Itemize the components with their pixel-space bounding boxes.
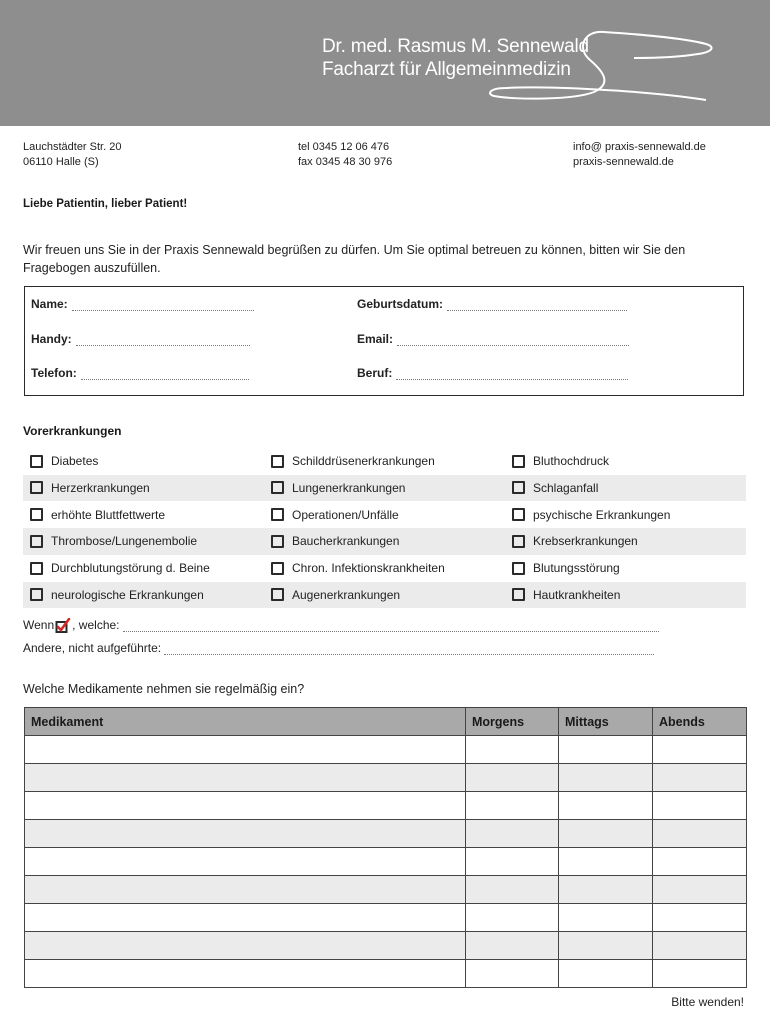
condition-checkbox[interactable]: [271, 535, 284, 548]
occupation-field[interactable]: [357, 366, 628, 380]
condition-label: Schilddrüsenerkrankungen: [292, 454, 435, 469]
noon-dose-cell[interactable]: [559, 792, 653, 820]
morning-dose-cell[interactable]: [466, 764, 559, 792]
other-conditions-line[interactable]: [23, 641, 654, 655]
condition-item[interactable]: [512, 448, 609, 475]
phone-input-line[interactable]: [81, 368, 249, 380]
birthdate-input-line[interactable]: [447, 299, 627, 311]
morning-dose-cell[interactable]: [466, 904, 559, 932]
noon-dose-cell[interactable]: [559, 904, 653, 932]
medication-row: [25, 876, 747, 904]
web-block: [573, 140, 706, 170]
condition-checkbox[interactable]: [30, 455, 43, 468]
email-field[interactable]: [357, 332, 629, 346]
medication-row: [25, 820, 747, 848]
occupation-input-line[interactable]: [396, 368, 628, 380]
noon-dose-cell[interactable]: [559, 876, 653, 904]
condition-item[interactable]: [30, 555, 210, 582]
condition-item[interactable]: [30, 475, 150, 502]
condition-item[interactable]: [512, 528, 638, 555]
condition-label: Herzerkrankungen: [51, 480, 150, 495]
morning-dose-cell[interactable]: [466, 876, 559, 904]
email-input-line[interactable]: [397, 334, 629, 346]
morning-dose-cell[interactable]: [466, 848, 559, 876]
if-checked-input-line[interactable]: [123, 621, 659, 632]
name-label: Name:: [31, 297, 68, 311]
condition-label: Operationen/Unfälle: [292, 507, 399, 522]
email-address: info@ praxis-sennewald.de: [573, 141, 706, 153]
medication-row: [25, 736, 747, 764]
condition-label: Chron. Infektionskrankheiten: [292, 561, 445, 576]
morning-dose-cell[interactable]: [466, 932, 559, 960]
condition-label: Blutungsstörung: [533, 561, 620, 576]
medication-row: [25, 960, 747, 988]
website-address: praxis-sennewald.de: [573, 156, 674, 168]
if-checked-line[interactable]: [23, 616, 659, 632]
medication-row: [25, 904, 747, 932]
medications-table: [24, 707, 747, 988]
phone-block: [298, 140, 392, 170]
morning-dose-cell[interactable]: [466, 960, 559, 988]
if-checked-suffix: , welche:: [72, 618, 120, 632]
medication-row: [25, 932, 747, 960]
evening-dose-cell[interactable]: [653, 764, 747, 792]
medication-cell[interactable]: [25, 792, 466, 820]
condition-label: Hautkrankheiten: [533, 587, 621, 602]
condition-item[interactable]: [271, 475, 405, 502]
email-label: Email:: [357, 332, 394, 346]
condition-label: Krebserkrankungen: [533, 534, 638, 549]
condition-checkbox[interactable]: [30, 508, 43, 521]
condition-checkbox[interactable]: [512, 508, 525, 521]
column-header-morning: Morgens: [466, 708, 559, 736]
fax-number: fax 0345 48 30 976: [298, 156, 393, 168]
condition-item[interactable]: [30, 582, 204, 609]
condition-item[interactable]: [512, 501, 670, 528]
condition-item[interactable]: [512, 582, 620, 609]
medication-cell[interactable]: [25, 736, 466, 764]
medication-cell[interactable]: [25, 876, 466, 904]
conditions-title: Vorerkrankungen: [23, 424, 122, 438]
condition-checkbox[interactable]: [30, 588, 43, 601]
name-input-line[interactable]: [72, 299, 254, 311]
condition-item[interactable]: [30, 501, 165, 528]
condition-checkbox[interactable]: [30, 535, 43, 548]
evening-dose-cell[interactable]: [653, 904, 747, 932]
intro-text: Wir freuen uns Sie in der Praxis Sennewald begrüßen zu dürfen. Um Sie optimal betreuen zu können, bitten wir Sie den Fragebogen auszufüllen.: [23, 243, 686, 275]
condition-row: [23, 555, 746, 582]
medication-cell[interactable]: [25, 932, 466, 960]
phone-field[interactable]: [31, 366, 249, 380]
condition-label: Lungenerkrankungen: [292, 480, 406, 495]
condition-label: Diabetes: [51, 454, 99, 469]
condition-item[interactable]: [271, 528, 399, 555]
evening-dose-cell[interactable]: [653, 876, 747, 904]
morning-dose-cell[interactable]: [466, 736, 559, 764]
condition-checkbox[interactable]: [271, 508, 284, 521]
birthdate-label: Geburtsdatum:: [357, 297, 444, 311]
noon-dose-cell[interactable]: [559, 820, 653, 848]
condition-label: Thrombose/Lungenembolie: [51, 534, 198, 549]
condition-checkbox[interactable]: [512, 588, 525, 601]
condition-checkbox[interactable]: [271, 588, 284, 601]
medication-cell[interactable]: [25, 820, 466, 848]
column-header-noon: Mittags: [559, 708, 653, 736]
name-field[interactable]: [31, 297, 254, 311]
morning-dose-cell[interactable]: [466, 792, 559, 820]
condition-label: Schlaganfall: [533, 480, 599, 495]
other-conditions-label: Andere, nicht aufgeführte:: [23, 641, 162, 655]
condition-item[interactable]: [30, 448, 98, 475]
condition-checkbox[interactable]: [271, 481, 284, 494]
other-conditions-input-line[interactable]: [164, 644, 654, 655]
medication-row: [25, 848, 747, 876]
condition-label: erhöhte Bluttfettwerte: [51, 507, 166, 522]
condition-checkbox[interactable]: [512, 481, 525, 494]
medication-row: [25, 792, 747, 820]
address-block: [23, 140, 121, 170]
noon-dose-cell[interactable]: [559, 848, 653, 876]
noon-dose-cell[interactable]: [559, 764, 653, 792]
condition-label: Durchblutungstörung d. Beine: [51, 561, 210, 576]
condition-label: psychische Erkrankungen: [533, 507, 671, 522]
condition-item[interactable]: [512, 475, 598, 502]
noon-dose-cell[interactable]: [559, 736, 653, 764]
condition-row: [23, 528, 746, 555]
condition-item[interactable]: [512, 555, 620, 582]
condition-checkbox[interactable]: [30, 562, 43, 575]
condition-item[interactable]: [271, 501, 399, 528]
column-header-medication: Medikament: [25, 708, 466, 736]
condition-row: [23, 448, 746, 475]
occupation-label: Beruf:: [357, 366, 393, 380]
medication-cell[interactable]: [25, 904, 466, 932]
condition-item[interactable]: [271, 582, 400, 609]
column-header-evening: Abends: [653, 708, 747, 736]
greeting: Liebe Patientin, lieber Patient!: [23, 198, 188, 210]
condition-label: neurologische Erkrankungen: [51, 587, 204, 602]
header-banner: [0, 0, 770, 126]
doctor-title: Facharzt für Allgemeinmedizin: [322, 59, 571, 80]
condition-item[interactable]: [30, 528, 197, 555]
phone-number: tel 0345 12 06 476: [298, 141, 390, 153]
morning-dose-cell[interactable]: [466, 820, 559, 848]
address-city: 06110 Halle (S): [23, 156, 99, 168]
evening-dose-cell[interactable]: [653, 932, 747, 960]
birthdate-field[interactable]: [357, 297, 627, 311]
signature-swirl-logo: [484, 26, 714, 106]
condition-checkbox[interactable]: [271, 562, 284, 575]
address-street: Lauchstädter Str. 20: [23, 141, 122, 153]
medication-cell[interactable]: [25, 848, 466, 876]
mobile-label: Handy:: [31, 332, 72, 346]
condition-row: [23, 582, 746, 609]
noon-dose-cell[interactable]: [559, 932, 653, 960]
medication-cell[interactable]: [25, 764, 466, 792]
if-checked-prefix: Wenn: [23, 618, 55, 632]
condition-label: Augenerkrankungen: [292, 587, 401, 602]
condition-row: [23, 475, 746, 502]
evening-dose-cell[interactable]: [653, 736, 747, 764]
medication-row: [25, 764, 747, 792]
evening-dose-cell[interactable]: [653, 792, 747, 820]
mobile-input-line[interactable]: [76, 334, 250, 346]
condition-item[interactable]: [271, 448, 435, 475]
condition-item[interactable]: [271, 555, 445, 582]
noon-dose-cell[interactable]: [559, 960, 653, 988]
doctor-name: Dr. med. Rasmus M. Sennewald: [322, 36, 589, 57]
evening-dose-cell[interactable]: [653, 848, 747, 876]
phone-label: Telefon:: [31, 366, 77, 380]
condition-checkbox[interactable]: [512, 535, 525, 548]
condition-label: Baucherkrankungen: [292, 534, 400, 549]
evening-dose-cell[interactable]: [653, 960, 747, 988]
medication-cell[interactable]: [25, 960, 466, 988]
evening-dose-cell[interactable]: [653, 820, 747, 848]
condition-label: Bluthochdruck: [533, 454, 610, 469]
please-turn-over-note: Bitte wenden!: [671, 995, 744, 1009]
medications-header-row: [25, 708, 747, 736]
condition-checkbox[interactable]: [512, 455, 525, 468]
red-checkmark-icon: [55, 618, 71, 634]
condition-row: [23, 501, 746, 528]
condition-checkbox[interactable]: [30, 481, 43, 494]
condition-checkbox[interactable]: [271, 455, 284, 468]
mobile-field[interactable]: [31, 332, 250, 346]
medications-question: Welche Medikamente nehmen sie regelmäßig ein?: [23, 682, 305, 696]
condition-checkbox[interactable]: [512, 562, 525, 575]
